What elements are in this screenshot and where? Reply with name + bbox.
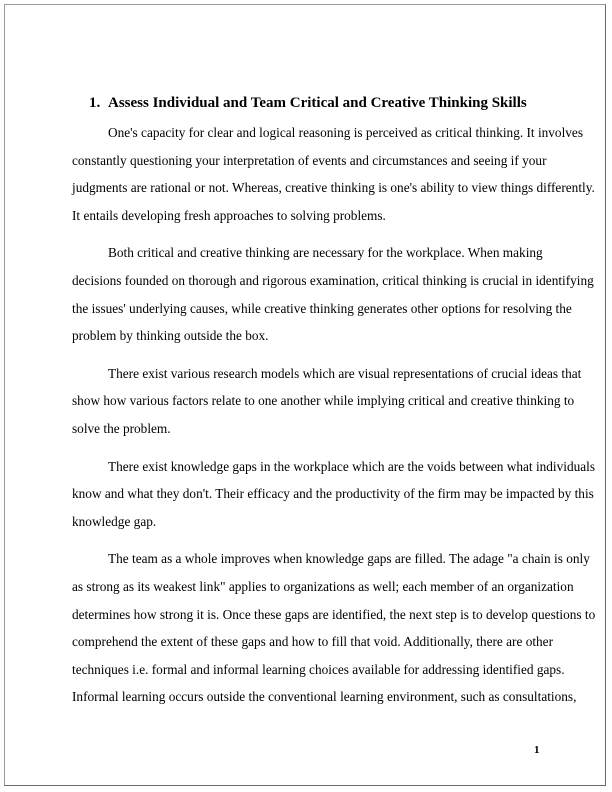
text-line: know and what they don't. Their efficacy and the productivity of the firm may be impacted by this <box>72 486 594 502</box>
text-line: knowledge gap. <box>72 513 157 529</box>
document-body <box>72 124 596 726</box>
text-line: problem by thinking outside the box. <box>72 328 269 344</box>
text-line: constantly questioning your interpretation of events and circumstances and seeing if your <box>72 152 547 168</box>
text-line: There exist various research models which are visual representations of crucial ideas that <box>108 365 582 381</box>
text-line: Informal learning occurs outside the conventional learning environment, such as consultations, <box>72 689 577 705</box>
text-line: show how various factors relate to one another while implying critical and creative thinking to <box>72 393 575 409</box>
paragraph <box>72 458 596 541</box>
heading-title: Assess Individual and Team Critical and Creative Thinking Skills <box>108 95 527 111</box>
text-line: comprehend the extent of these gaps and how to fill that void. Additionally, there are other <box>72 634 554 650</box>
text-line: as strong as its weakest link" applies to organizations as well; each member of an organization <box>72 578 574 594</box>
paragraph <box>72 244 594 354</box>
page-number: 1 <box>534 744 540 756</box>
text-line: techniques i.e. formal and informal learning choices available for addressing identified gaps. <box>72 661 565 677</box>
text-line: The team as a whole improves when knowledge gaps are filled. The adage "a chain is only <box>108 551 590 567</box>
heading-number: 1. <box>89 95 101 111</box>
text-line: It entails developing fresh approaches to solving problems. <box>72 207 386 223</box>
paragraph <box>72 124 595 234</box>
text-line: the issues' underlying causes, while creative thinking generates other options for resolving the <box>72 300 572 316</box>
paragraph <box>72 365 582 448</box>
text-line: One's capacity for clear and logical reasoning is perceived as critical thinking. It involves <box>108 125 584 140</box>
text-line: judgments are rational or not. Whereas, creative thinking is one's ability to view things differently. <box>72 180 595 196</box>
paragraph <box>72 550 596 716</box>
text-line: decisions founded on thorough and rigorous examination, critical thinking is crucial in identifying <box>72 272 594 288</box>
text-line: There exist knowledge gaps in the workplace which are the voids between what individuals <box>108 458 596 474</box>
text-line: Both critical and creative thinking are necessary for the workplace. When making <box>108 245 543 261</box>
text-line: determines how strong it is. Once these gaps are identified, the next step is to develop questions to <box>72 606 596 622</box>
text-line: solve the problem. <box>72 420 171 436</box>
section-heading <box>89 95 527 112</box>
